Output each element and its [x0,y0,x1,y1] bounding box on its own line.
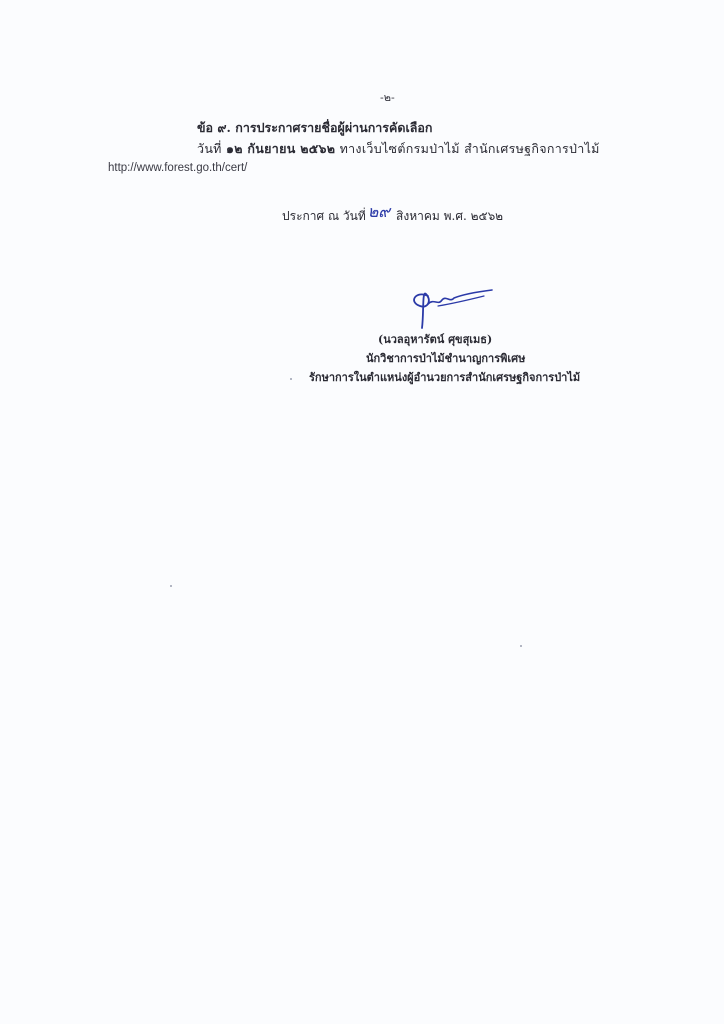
signer-acting-position: รักษาการในตำแหน่งผู้อำนวยการสำนักเศรษฐกิจการป่าไม้ [309,371,581,384]
clause-body-prefix: วันที่ [197,141,222,156]
signer-name: (นวลอุหารัตน์ ศุขสุเมธ) [378,333,493,346]
clause-body-date: ๑๒ กันยายน ๒๕๖๒ [226,141,336,156]
announcement-date-line [282,203,503,228]
scan-speck [520,645,522,647]
announce-suffix: สิงหาคม พ.ศ. ๒๕๖๒ [396,209,504,223]
announce-prefix: ประกาศ ณ วันที่ [282,209,366,223]
clause-body [197,139,600,159]
signature-image [398,276,498,332]
page-number: -๒- [380,91,395,104]
website-url: http://www.forest.go.th/cert/ [108,162,248,174]
signer-position: นักวิชาการป่าไม้ชำนาญการพิเศษ [366,352,526,365]
scan-speck [290,378,292,380]
scan-speck [170,585,172,587]
handwritten-day: ๒๙ [367,202,391,221]
clause-body-suffix: ทางเว็บไซต์กรมป่าไม้ สำนักเศรษฐกิจการป่าไม้ [339,141,600,156]
clause-heading: ข้อ ๙. การประกาศรายชื่อผู้ผ่านการคัดเลือก [197,120,433,135]
